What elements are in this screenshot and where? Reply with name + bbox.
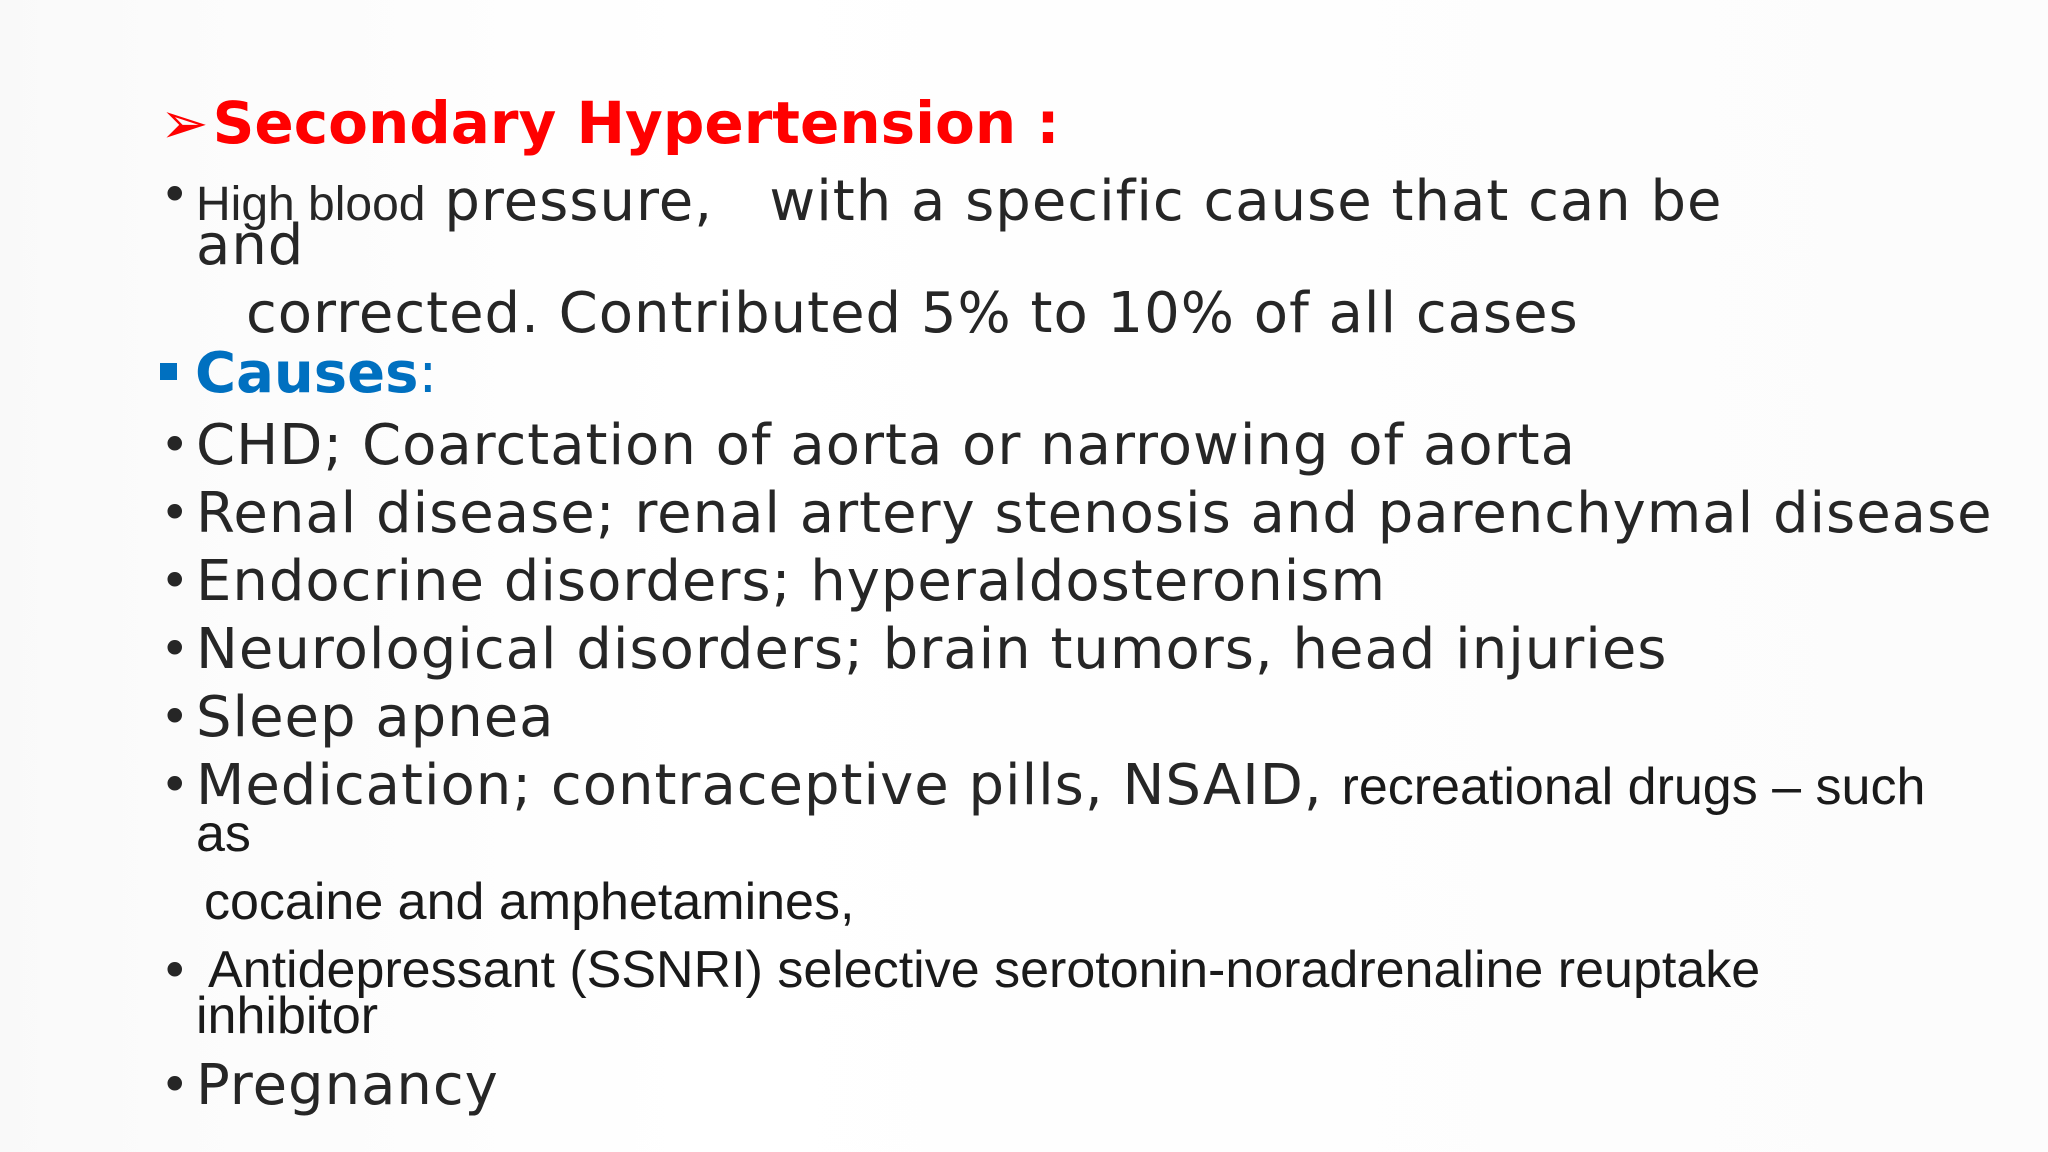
definition-part-1: High blood (196, 178, 426, 231)
cause-endocrine: Endocrine disorders; hyperaldosteronism (196, 549, 1387, 614)
cause-sleep-apnea: Sleep apnea (196, 685, 555, 750)
bullet-icon: • (160, 1056, 190, 1114)
cause-neurological: Neurological disorders; brain tumors, head injuries (196, 617, 1668, 682)
cause-medication-line-3: cocaine and amphetamines, (204, 873, 855, 931)
bullet-icon: • (160, 484, 190, 542)
slide-heading (160, 89, 1060, 157)
cause-antidepressant-line-1: Antidepressant (SSNRI) selective serotonin-noradrenaline reuptake (208, 941, 1761, 999)
bullet-icon: • (160, 688, 190, 746)
medication-part-2: recreational drugs – such (1341, 758, 1926, 816)
bullet-icon: • (160, 166, 190, 224)
causes-label: Causes (195, 341, 419, 406)
bullet-icon: • (160, 552, 190, 610)
bullet-icon: • (160, 942, 190, 1000)
square-bullet-icon (160, 363, 177, 380)
definition-line-1 (196, 169, 1723, 234)
definition-part-3: with a specific cause that can be (769, 169, 1723, 234)
definition-line-3: corrected. Contributed 5% to 10% of all cases (246, 281, 1579, 346)
arrow-bullet-icon: ➢ (160, 89, 209, 157)
cause-antidepressant-line-2: inhibitor (196, 987, 379, 1045)
bullet-icon: • (160, 756, 190, 814)
cause-medication-line-2: as (196, 805, 251, 863)
medication-part-1: Medication; contraceptive pills, NSAID, (196, 753, 1323, 818)
cause-chd: CHD; Coarctation of aorta or narrowing of aorta (196, 413, 1576, 478)
cause-pregnancy: Pregnancy (196, 1053, 499, 1118)
cause-medication-line-1 (196, 753, 1926, 818)
heading-title: Secondary Hypertension : (212, 89, 1060, 157)
bullet-icon: • (160, 416, 190, 474)
definition-line-2: and (196, 213, 305, 278)
bullet-icon: • (160, 620, 190, 678)
causes-colon: : (418, 341, 438, 406)
causes-heading (160, 341, 438, 406)
definition-part-2: pressure, (444, 169, 713, 234)
cause-renal: Renal disease; renal artery stenosis and parenchymal disease (196, 481, 1993, 546)
